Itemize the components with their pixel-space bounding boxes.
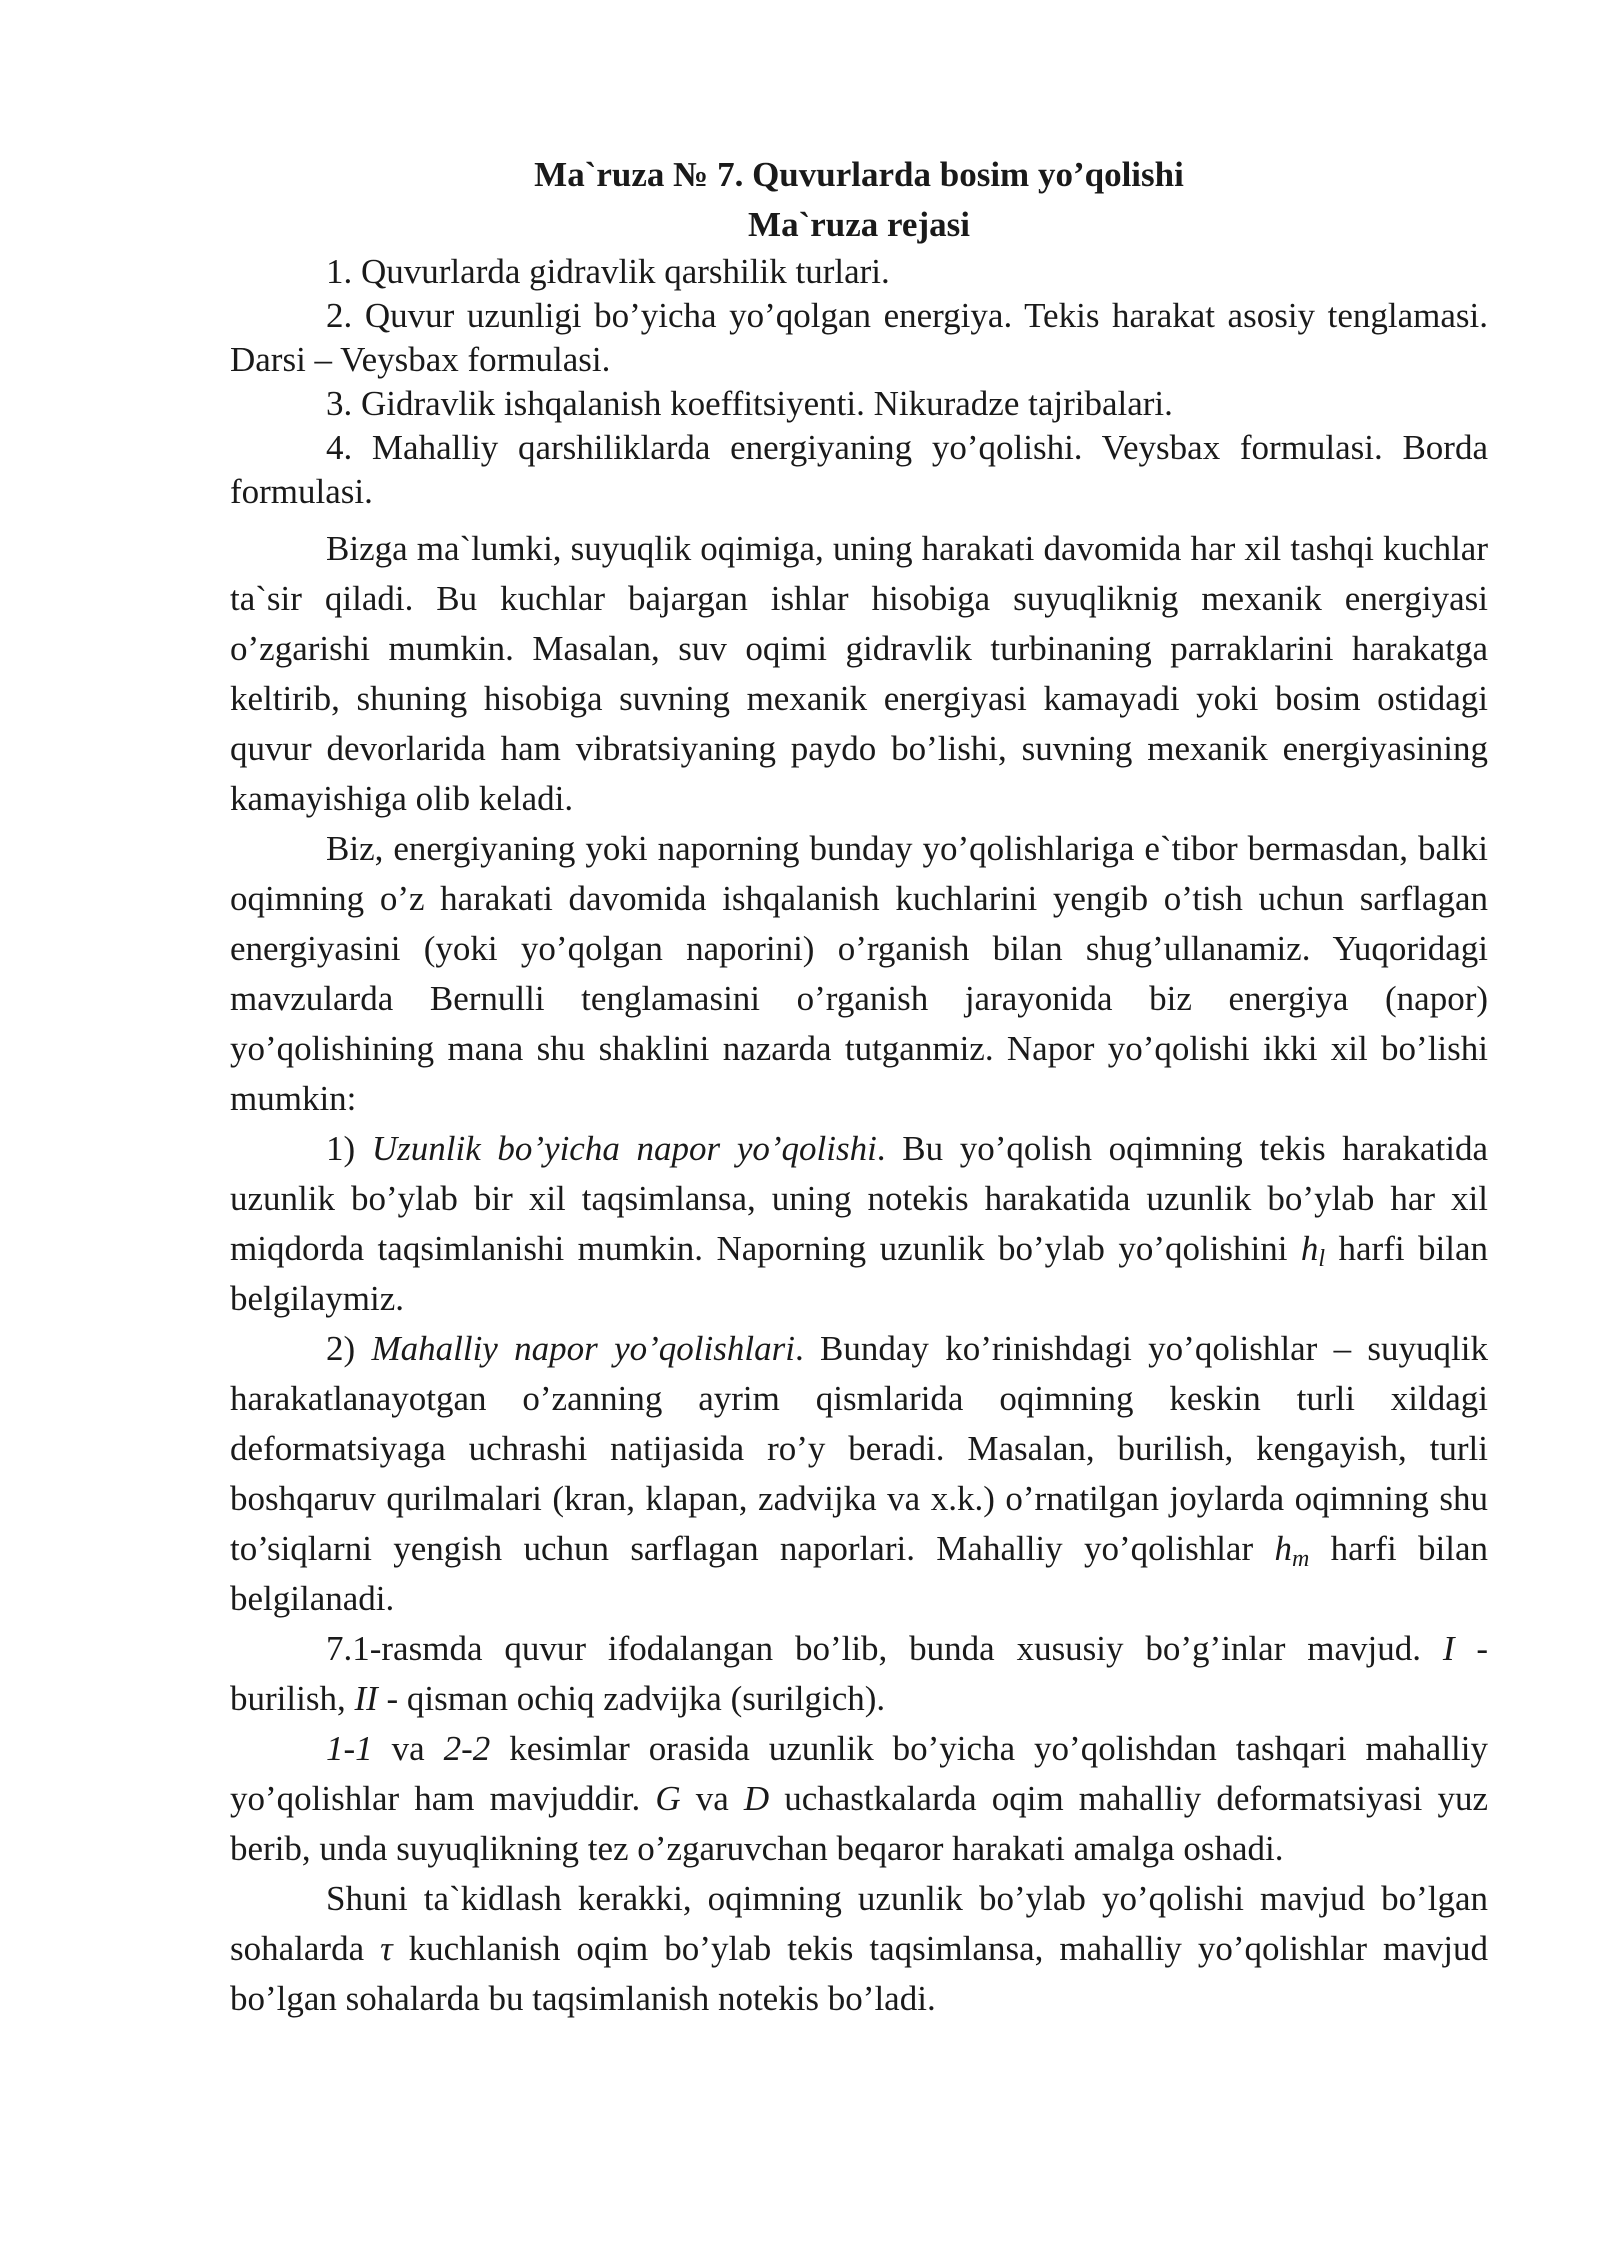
plan-item-2: 2. Quvur uzunligi bo’yicha yo’qolgan energiya. Tekis harakat asosiy tenglamasi. Darsi – Veysbax formulasi. [230,296,1488,379]
symbol-hl: h [1300,1229,1319,1268]
symbol-hm: h [1274,1529,1292,1568]
lecture-title: Ma`ruza № 7. Quvurlarda bosim yo’qolishi [534,155,1184,194]
document-page [230,150,1488,2024]
symbol-tau: τ [380,1929,393,1968]
plan-item-1: 1. Quvurlarda gidravlik qarshilik turlari. [326,252,890,291]
paragraph-4: 2) Mahalliy napor yo’qolishlari. Bunday ko’rinishdagi yo’qolishlar – suyuqlik harakatlanayotgan o’zanning ayrim qismlarida oqimning keskin turli xildagi deformatsiyaga uchrashi natijasida ro’y beradi. Masalan, burilish, kengayish, turli boshqaruv qurilmalari (kran, klapan, zadvijka va x.k.) o’rnatilgan joylarda oqimning shu to’siqlarni yengish uchun sarflagan naporlari. Mahalliy yo’qolishlar $h_m$ harfi bilan belgilanadi. [230,1329,1489,1618]
plan-item-3: 3. Gidravlik ishqalanish koeffitsiyenti. Nikuradze tajribalari. [326,384,1173,423]
lecture-plan-list [230,250,1488,514]
term-local-loss: Mahalliy napor yo’qolishlari [371,1329,795,1368]
paragraph-6: 1-1 va 2-2 kesimlar orasida uzunlik bo’yicha yo’qolishdan tashqari mahalliy yo’qolishlar ham mavjuddir. G va D uchastkalarda oqim mahalliy deformatsiyasi yuz berib, unda suyuqlikning tez o’zgaruvchan beqaror harakati amalga oshadi. [230,1729,1488,1868]
lecture-plan-heading: Ma`ruza rejasi [748,205,970,244]
plan-item-4: 4. Mahalliy qarshiliklarda energiyaning yo’qolishi. Veysbax formulasi. Borda formulasi. [230,428,1488,511]
lecture-body [230,524,1488,2024]
paragraph-3: 1) Uzunlik bo’yicha napor yo’qolishi. Bu yo’qolish oqimning tekis harakatida uzunlik bo’ylab bir xil taqsimlansa, uning notekis harakatida uzunlik bo’ylab har xil miqdorda taqsimlanishi mumkin. Naporning uzunlik bo’ylab yo’qolishini $h_l$ harfi bilan belgilaymiz. [230,1129,1489,1318]
term-length-loss: Uzunlik bo’yicha napor yo’qolishi [371,1129,877,1168]
paragraph-7: Shuni ta`kidlash kerakki, oqimning uzunlik bo’ylab yo’qolishi mavjud bo’lgan sohalarda τ kuchlanish oqim bo’ylab tekis taqsimlansa, mahalliy yo’qolishlar mavjud bo’lgan sohalarda bu taqsimlanish notekis bo’ladi. [230,1879,1488,2018]
paragraph-1: Bizga ma`lumki, suyuqlik oqimiga, uning harakati davomida har xil tashqi kuchlar ta`sir qiladi. Bu kuchlar bajargan ishlar hisobiga suyuqliknig mexanik energiyasi o’zgarishi mumkin. Masalan, suv oqimi gidravlik turbinaning parraklarini harakatga keltirib, shuning hisobiga suvning mexanik energiyasi kamayadi yoki bosim ostidagi quvur devorlarida ham vibratsiyaning paydo bo’lishi, suvning mexanik energiyasining kamayishiga olib keladi. [230,529,1488,818]
paragraph-2: Biz, energiyaning yoki naporning bunday yo’qolishlariga e`tibor bermasdan, balki oqimning o’z harakati davomida ishqalanish kuchlarini yengib o’tish uchun sarflagan energiyasini (yoki yo’qolgan naporini) o’rganish bilan shug’ullanamiz. Yuqoridagi mavzularda Bernulli tenglamasini o’rganish jarayonida biz energiya (napor) yo’qolishining mana shu shaklini nazarda tutganmiz. Napor yo’qolishi ikki xil bo’lishi mumkin: [230,829,1488,1118]
paragraph-5: 7.1-rasmda quvur ifodalangan bo’lib, bunda xususiy bo’g’inlar mavjud. I - burilish, II - qisman ochiq zadvijka (surilgich). [230,1629,1489,1718]
